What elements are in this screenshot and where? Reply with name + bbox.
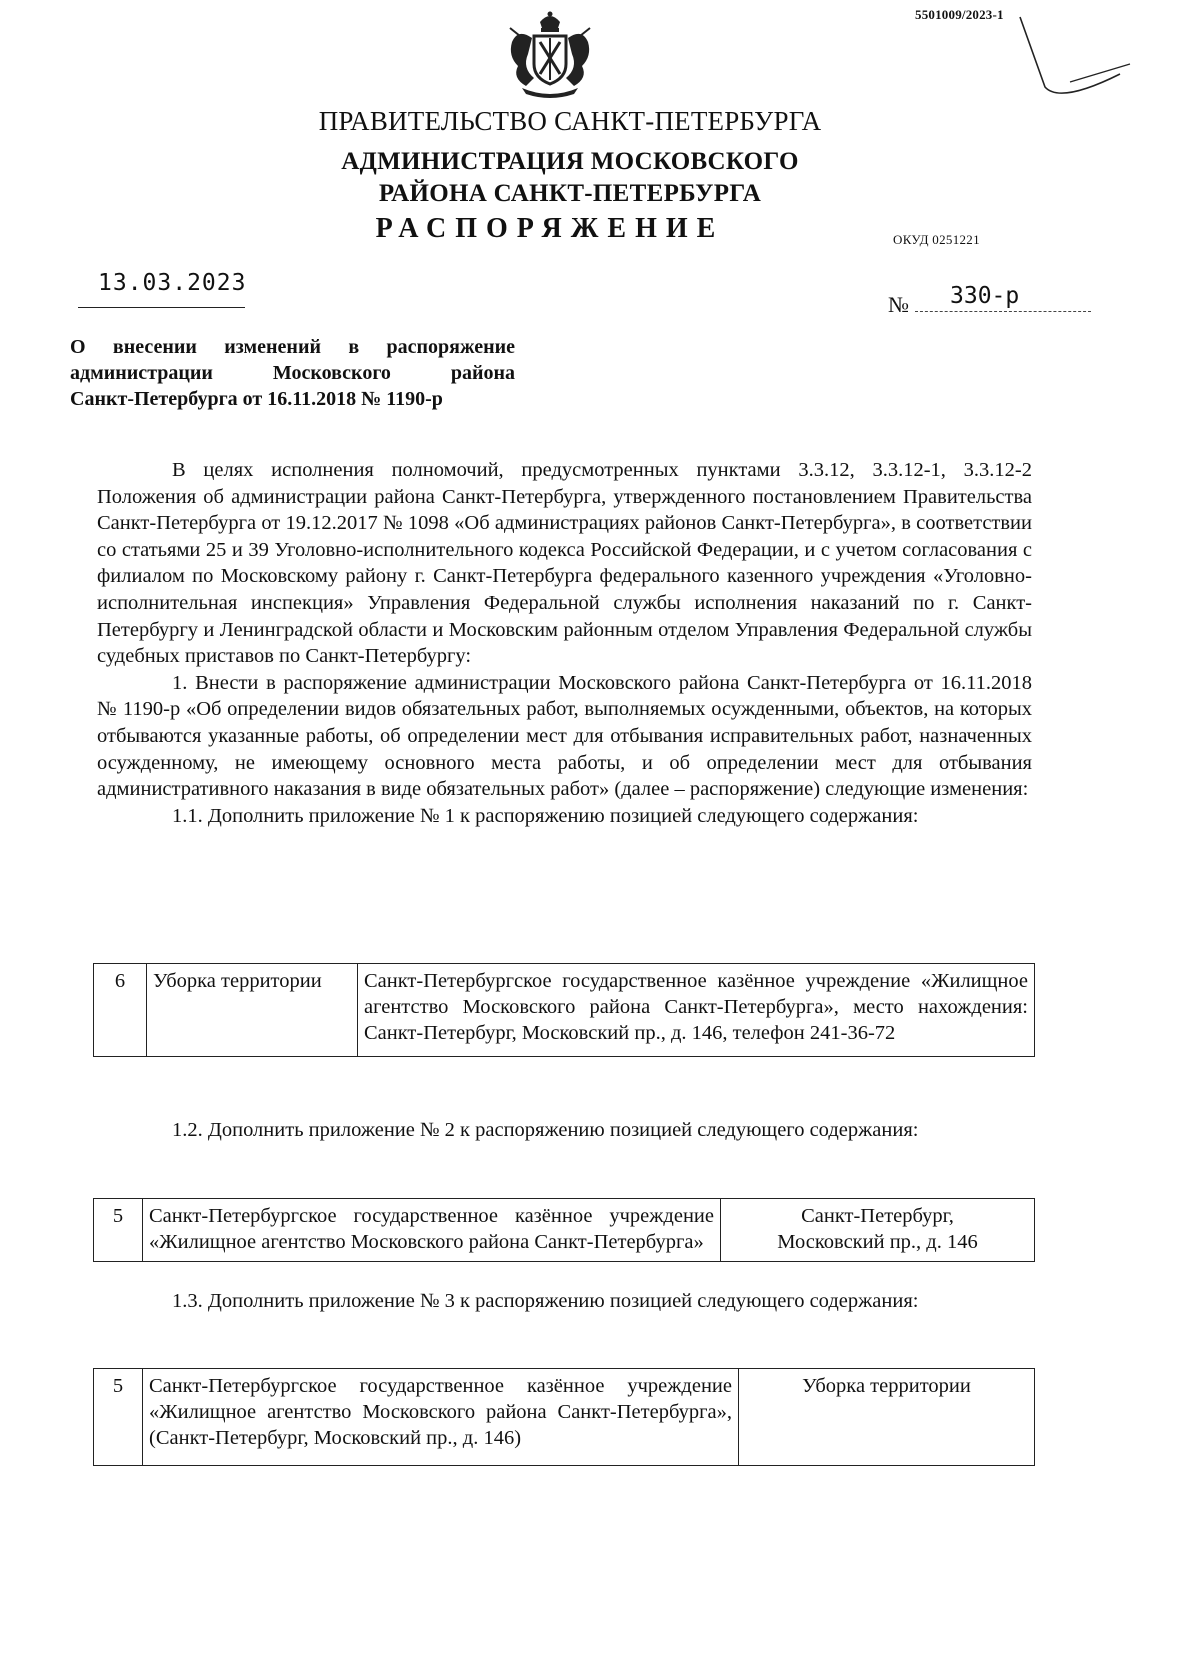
number-underline <box>915 311 1091 312</box>
administration-title-line1: АДМИНИСТРАЦИЯ МОСКОВСКОГО <box>341 148 799 175</box>
handwritten-check-mark <box>1000 12 1140 102</box>
item-1-2-section <box>97 1117 1032 1144</box>
table1-organization: Санкт-Петербургское государственное казённое учреждение «Жилищное агентство Московского района Санкт-Петербурга», место нахождения: Санкт-Петербург, Московский пр., д. 146, телефон 241-36-72 <box>358 964 1035 1057</box>
administration-title <box>0 146 1140 210</box>
document-number: 330-р <box>950 283 1020 309</box>
coat-of-arms-emblem <box>500 8 600 100</box>
table-row <box>94 1369 1035 1466</box>
document-type: РАСПОРЯЖЕНИЕ <box>375 213 725 244</box>
preamble-paragraph: В целях исполнения полномочий, предусмотренных пунктами 3.3.12, 3.3.12-1, 3.3.12-2 Положения об администрации района Санкт-Петербурга, утвержденного постановлением Правительства Санкт-Петербурга от 19.12.2017 № 1098 «Об администрациях районов Санкт-Петербурга», в соответствии со статьями 25 и 39 Уголовно-исполнительного кодекса Российской Федерации, и с учетом согласования с филиалом по Московскому району г. Санкт-Петербурга федерального казенного учреждения «Уголовно-исполнительная инспекция» Управления Федеральной службы исполнения наказаний по г. Санкт-Петербургу и Ленинградской области и Московским районным отделом Управления Федеральной службы судебных приставов по Санкт-Петербургу: <box>97 459 1032 668</box>
table-row <box>94 964 1035 1057</box>
table1-number: 6 <box>94 964 147 1057</box>
table2-number: 5 <box>94 1199 143 1262</box>
table-appendix-2 <box>93 1198 1035 1262</box>
table2-organization: Санкт-Петербургское государственное казённое учреждение «Жилищное агентство Московского района Санкт-Петербурга» <box>143 1199 721 1262</box>
item-1-3-paragraph: 1.3. Дополнить приложение № 3 к распоряжению позицией следующего содержания: <box>172 1290 919 1312</box>
item-1-2-paragraph: 1.2. Дополнить приложение № 2 к распоряжению позицией следующего содержания: <box>172 1119 919 1141</box>
subject-line3: Санкт-Петербурга от 16.11.2018 № 1190-р <box>70 388 443 410</box>
government-title: ПРАВИТЕЛЬСТВО САНКТ-ПЕТЕРБУРГА <box>318 106 822 136</box>
registration-number: 5501009/2023-1 <box>915 7 1004 22</box>
item-1-1-paragraph: 1.1. Дополнить приложение № 1 к распоряжению позицией следующего содержания: <box>172 804 919 827</box>
table3-work-type: Уборка территории <box>739 1369 1035 1466</box>
table1-work-type: Уборка территории <box>147 964 358 1057</box>
table2-address-line2: Московский пр., д. 146 <box>777 1231 978 1253</box>
administration-title-line2: РАЙОНА САНКТ-ПЕТЕРБУРГА <box>378 180 762 207</box>
item-1-3-section <box>97 1288 1032 1315</box>
date-underline <box>78 307 245 308</box>
okud-code: ОКУД 0251221 <box>893 232 980 247</box>
subject-line2: администрации Московского района <box>70 362 515 384</box>
table3-organization: Санкт-Петербургское государственное казённое учреждение «Жилищное агентство Московского района Санкт-Петербурга», (Санкт-Петербург, Московский пр., д. 146) <box>143 1369 739 1466</box>
document-body <box>97 457 1032 829</box>
item-1-paragraph: 1. Внести в распоряжение администрации Московского района Санкт-Петербурга от 16.11.2018 № 1190-р «Об определении видов обязательных работ, выполняемых осужденными, объектов, на которых отбываются указанные работы, об определении мест для отбывания исправительных работ, назначенных осужденному, не имеющему основного места работы, и об определении мест для отбывания административного наказания в виде обязательных работ» (далее – распоряжение) следующие изменения: <box>97 671 1032 801</box>
table2-address-line1: Санкт-Петербург, <box>801 1205 954 1227</box>
table3-number: 5 <box>94 1369 143 1466</box>
table-row <box>94 1199 1035 1262</box>
document-date: 13.03.2023 <box>98 270 247 296</box>
table-appendix-3 <box>93 1368 1035 1466</box>
document-subject <box>70 334 515 412</box>
subject-line1: О внесении изменений в распоряжение <box>70 336 515 358</box>
table2-address <box>721 1199 1035 1262</box>
table-appendix-1 <box>93 963 1035 1057</box>
number-sign: № <box>888 292 909 317</box>
